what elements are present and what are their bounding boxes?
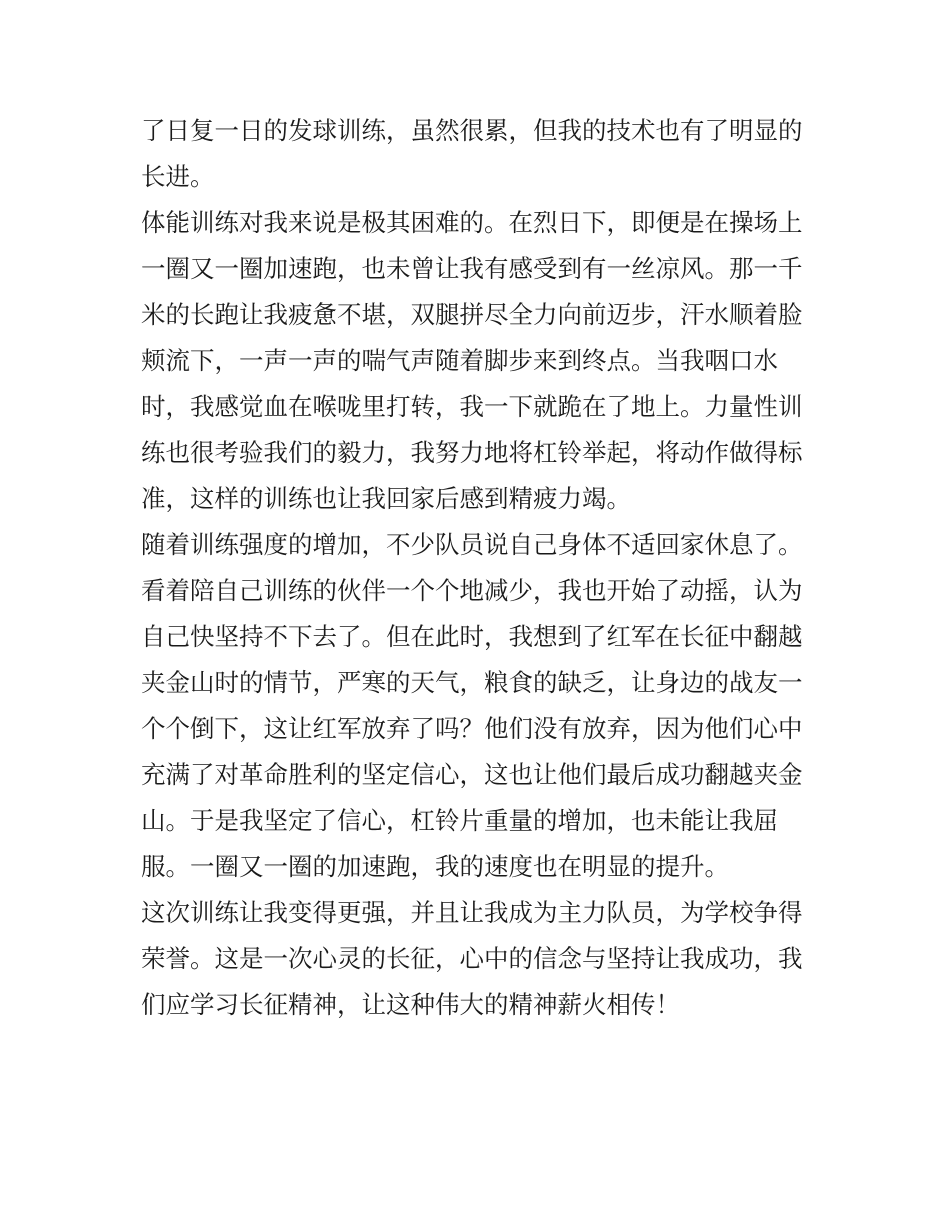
paragraph-1 bbox=[141, 108, 821, 200]
paragraph-4 bbox=[141, 890, 821, 1028]
text-line: 米的长跑让我疲惫不堪，双腿拼尽全力向前迈步，汗水顺着脸 bbox=[141, 300, 803, 329]
text-line: 这次训练让我变得更强，并且让我成为主力队员，为学校争得 bbox=[141, 898, 803, 927]
body-text bbox=[141, 108, 821, 1028]
text-line: 体能训练对我来说是极其困难的。在烈日下，即便是在操场上 bbox=[141, 208, 803, 237]
paragraph-3 bbox=[141, 522, 821, 890]
text-line: 山。于是我坚定了信心，杠铃片重量的增加，也未能让我屈 bbox=[141, 806, 778, 835]
text-line: 充满了对革命胜利的坚定信心，这也让他们最后成功翻越夹金 bbox=[141, 760, 803, 789]
text-line: 随着训练强度的增加，不少队员说自己身体不适回家休息了。 bbox=[141, 530, 803, 559]
text-line: 练也很考验我们的毅力，我努力地将杠铃举起，将动作做得标 bbox=[141, 438, 803, 467]
text-line: 夹金山时的情节，严寒的天气，粮食的缺乏，让身边的战友一 bbox=[141, 668, 803, 697]
text-line: 们应学习长征精神，让这种伟大的精神薪火相传！ bbox=[141, 990, 680, 1019]
text-line: 时，我感觉血在喉咙里打转，我一下就跪在了地上。力量性训 bbox=[141, 392, 803, 421]
text-line: 了日复一日的发球训练，虽然很累，但我的技术也有了明显的 bbox=[141, 116, 803, 145]
paragraph-2 bbox=[141, 200, 821, 522]
text-line: 个个倒下，这让红军放弃了吗？他们没有放弃，因为他们心中 bbox=[141, 714, 803, 743]
text-line: 看着陪自己训练的伙伴一个个地减少，我也开始了动摇，认为 bbox=[141, 576, 803, 605]
text-line: 准，这样的训练也让我回家后感到精疲力竭。 bbox=[141, 484, 631, 513]
text-line: 服。一圈又一圈的加速跑，我的速度也在明显的提升。 bbox=[141, 852, 729, 881]
text-line: 颊流下，一声一声的喘气声随着脚步来到终点。当我咽口水 bbox=[141, 346, 778, 375]
text-line: 一圈又一圈加速跑，也未曾让我有感受到有一丝凉风。那一千 bbox=[141, 254, 803, 283]
text-line: 自己快坚持不下去了。但在此时，我想到了红军在长征中翻越 bbox=[141, 622, 803, 651]
text-line: 荣誉。这是一次心灵的长征，心中的信念与坚持让我成功，我 bbox=[141, 944, 803, 973]
text-line: 长进。 bbox=[141, 162, 215, 191]
